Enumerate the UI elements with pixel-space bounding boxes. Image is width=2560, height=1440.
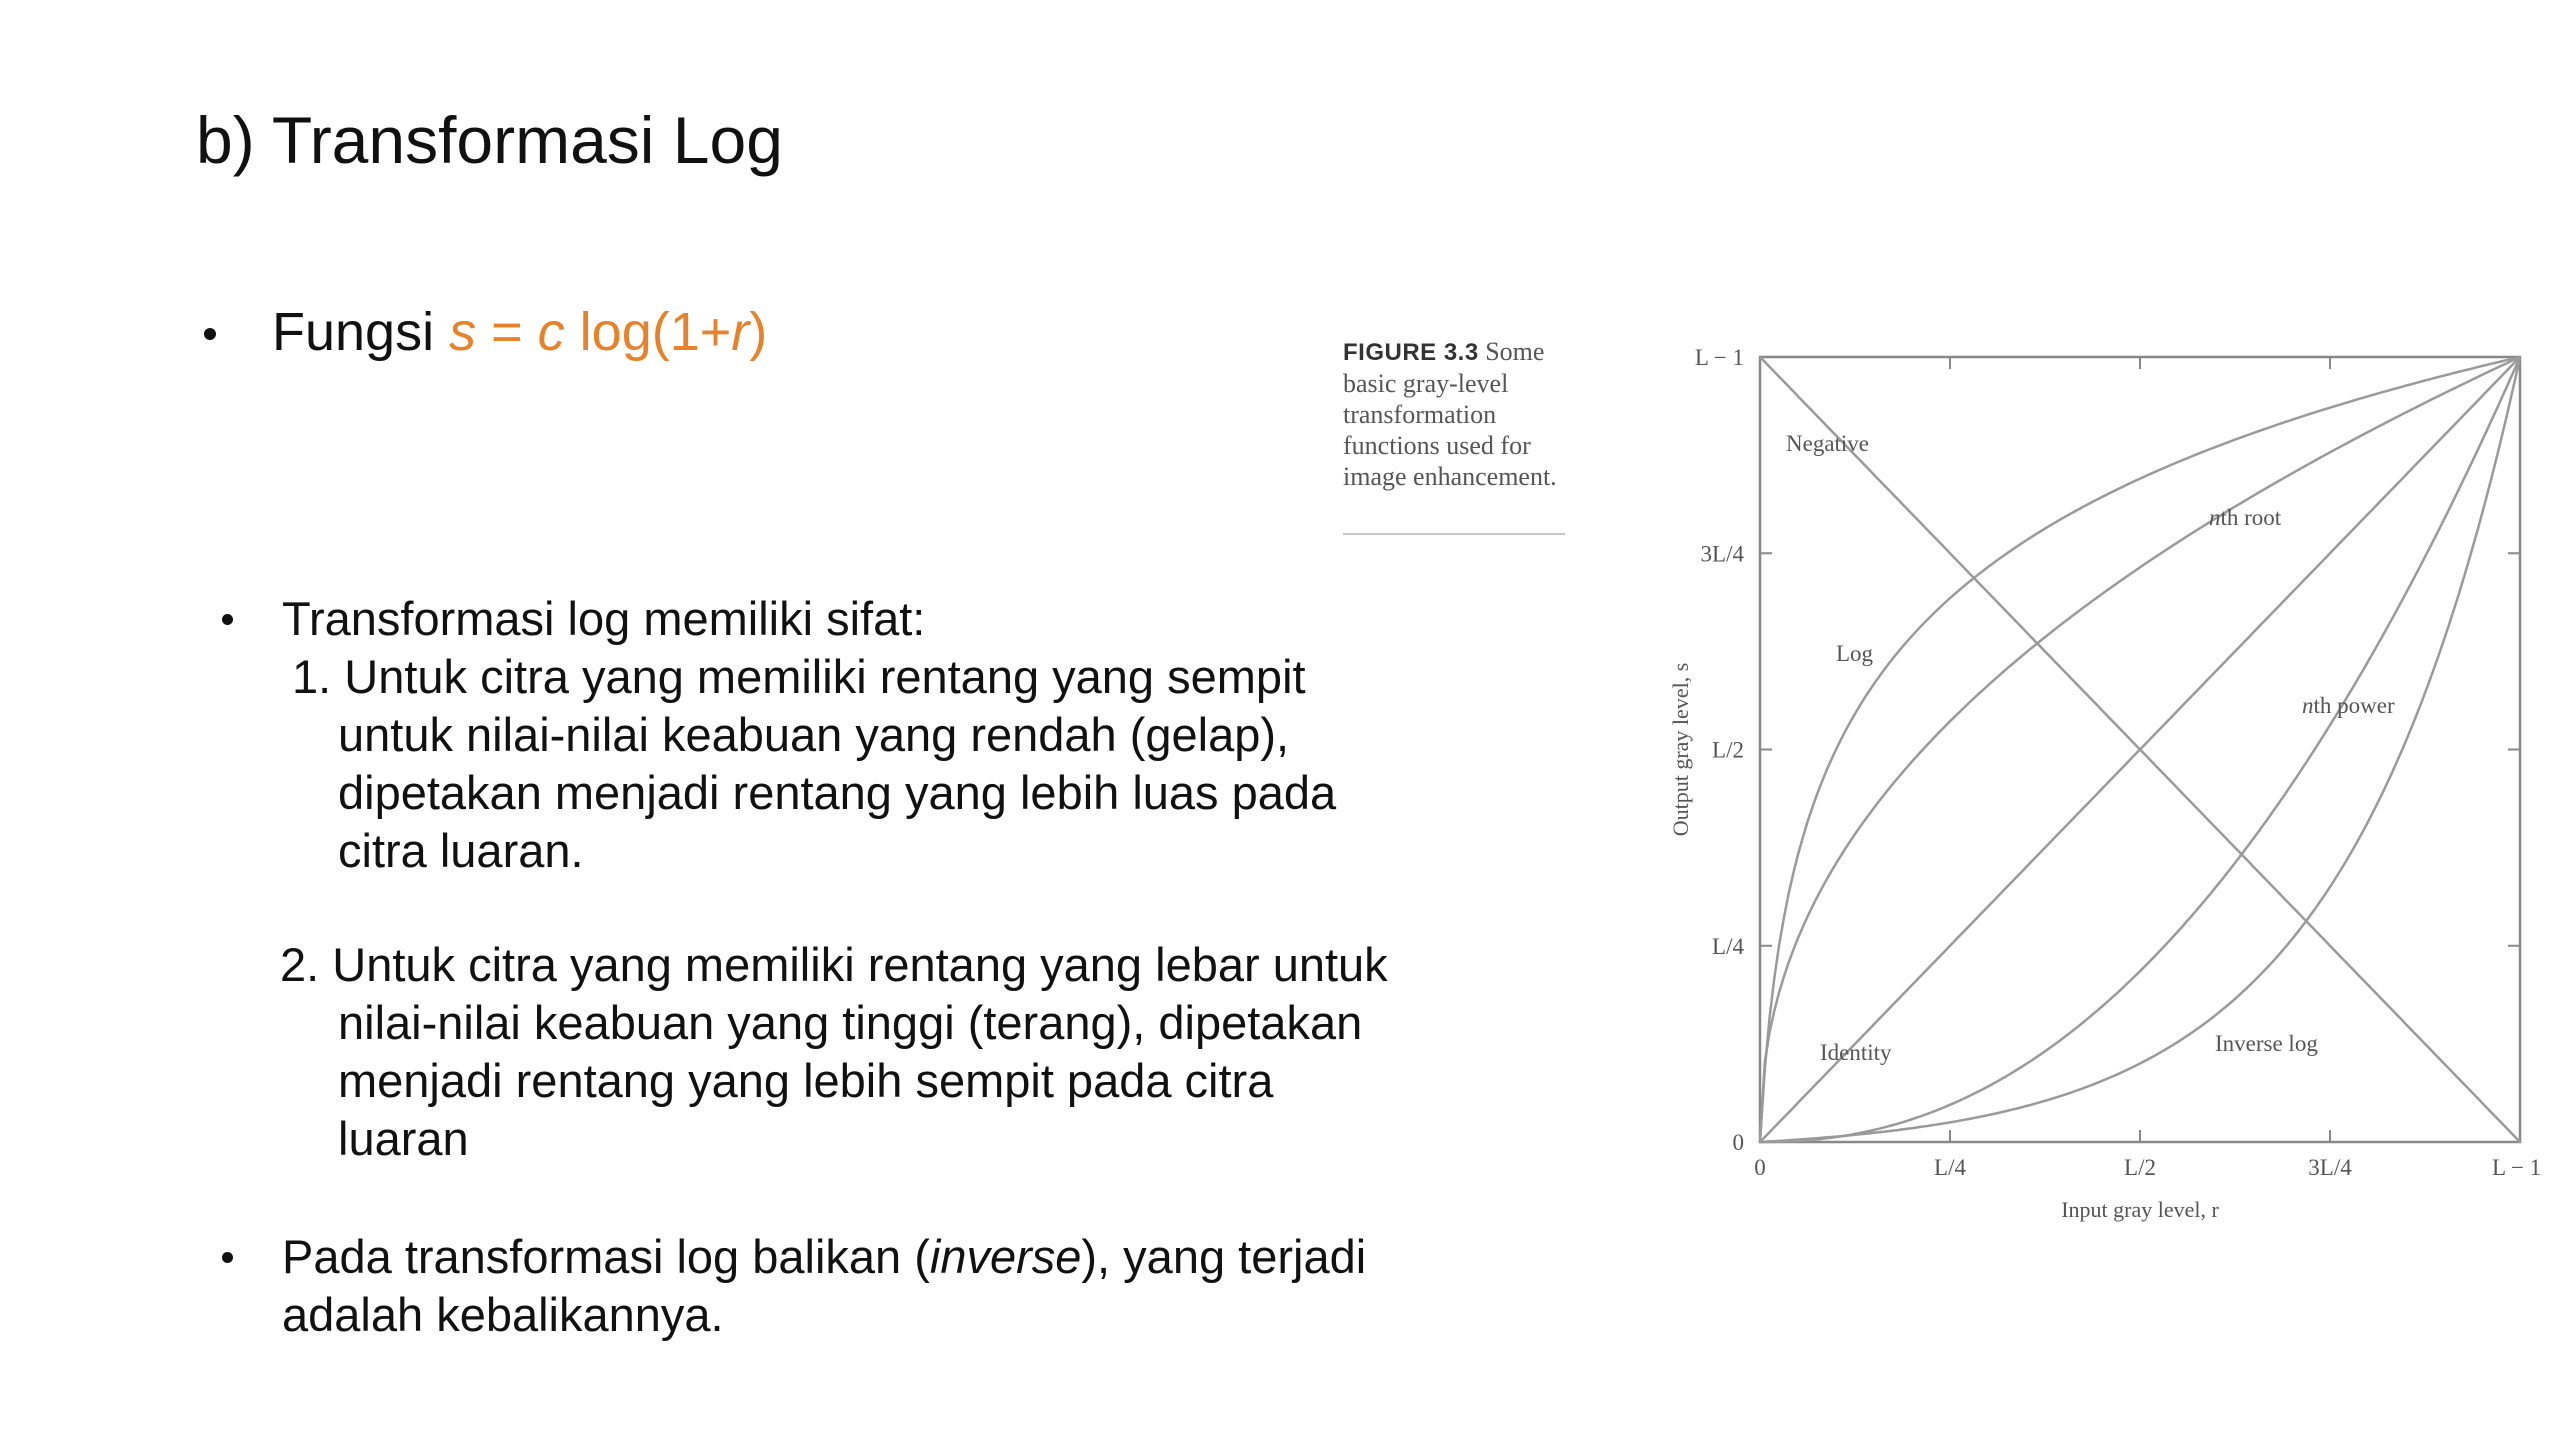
curve-label-identity: Identity bbox=[1820, 1040, 1892, 1065]
inverse-after: ), yang terjadi bbox=[1081, 1230, 1367, 1283]
curve-label-invlog: Inverse log bbox=[2215, 1031, 2318, 1056]
curve-label-negative: Negative bbox=[1786, 431, 1870, 456]
item2-line-2: nilai-nilai keabuan yang tinggi (terang), dipetakan bbox=[338, 996, 1363, 1049]
curve-label-log: Log bbox=[1836, 641, 1874, 666]
caption-label: FIGURE 3.3 bbox=[1343, 339, 1479, 366]
slide-title: b) Transformasi Log bbox=[196, 103, 783, 177]
inverse-before: Pada transformasi log balikan ( bbox=[282, 1230, 930, 1283]
item1-line-1-text: Untuk citra yang memiliki rentang yang sempit bbox=[344, 650, 1306, 703]
y-tick-label: L/4 bbox=[1712, 933, 1744, 959]
item2-number: 2. bbox=[280, 938, 320, 991]
formula-log: log(1+ bbox=[564, 302, 732, 362]
x-tick-label: 3L/4 bbox=[2308, 1155, 2352, 1180]
properties-heading: Transformasi log memiliki sifat: bbox=[282, 592, 926, 645]
item2-line-1-text: Untuk citra yang memiliki rentang yang lebar untuk bbox=[332, 938, 1388, 991]
item1-line-4: citra luaran. bbox=[338, 824, 584, 877]
formula-prefix: Fungsi bbox=[272, 302, 435, 362]
formula-r: r bbox=[731, 302, 750, 362]
item2-line-4: luaran bbox=[338, 1112, 469, 1165]
item1-line-3: dipetakan menjadi rentang yang lebih luas pada bbox=[338, 766, 1337, 819]
y-tick-label: 0 bbox=[1732, 1130, 1744, 1155]
y-tick-label: L/2 bbox=[1712, 737, 1744, 763]
x-tick-label: L/4 bbox=[1934, 1155, 1966, 1180]
x-axis-label: Input gray level, r bbox=[2061, 1197, 2219, 1222]
formula-eq: = bbox=[476, 302, 538, 362]
y-tick-label: L − 1 bbox=[1694, 345, 1744, 370]
inverse-line-2: adalah kebalikannya. bbox=[282, 1288, 724, 1341]
formula-s: s bbox=[449, 302, 477, 362]
item1-number: 1. bbox=[292, 650, 332, 703]
formula-close: ) bbox=[749, 302, 768, 362]
item2-line-3: menjadi rentang yang lebih sempit pada citra bbox=[338, 1054, 1274, 1107]
caption-text: Some basic gray-level transformation functions used for image enhancement. bbox=[1343, 337, 1557, 491]
item1-line-2: untuk nilai-nilai keabuan yang rendah (gelap), bbox=[338, 708, 1290, 761]
x-tick-label: L − 1 bbox=[2492, 1155, 2542, 1180]
curve-label-power: nth power bbox=[2302, 693, 2395, 718]
curve-label-root: nth root bbox=[2209, 505, 2282, 530]
inverse-italic: inverse bbox=[929, 1230, 1082, 1283]
y-axis-label: Output gray level, s bbox=[1668, 662, 1693, 837]
x-tick-label: 0 bbox=[1754, 1155, 1766, 1180]
y-tick-label: 3L/4 bbox=[1700, 541, 1744, 567]
formula-c: c bbox=[537, 302, 565, 362]
x-tick-label: L/2 bbox=[2124, 1155, 2156, 1180]
